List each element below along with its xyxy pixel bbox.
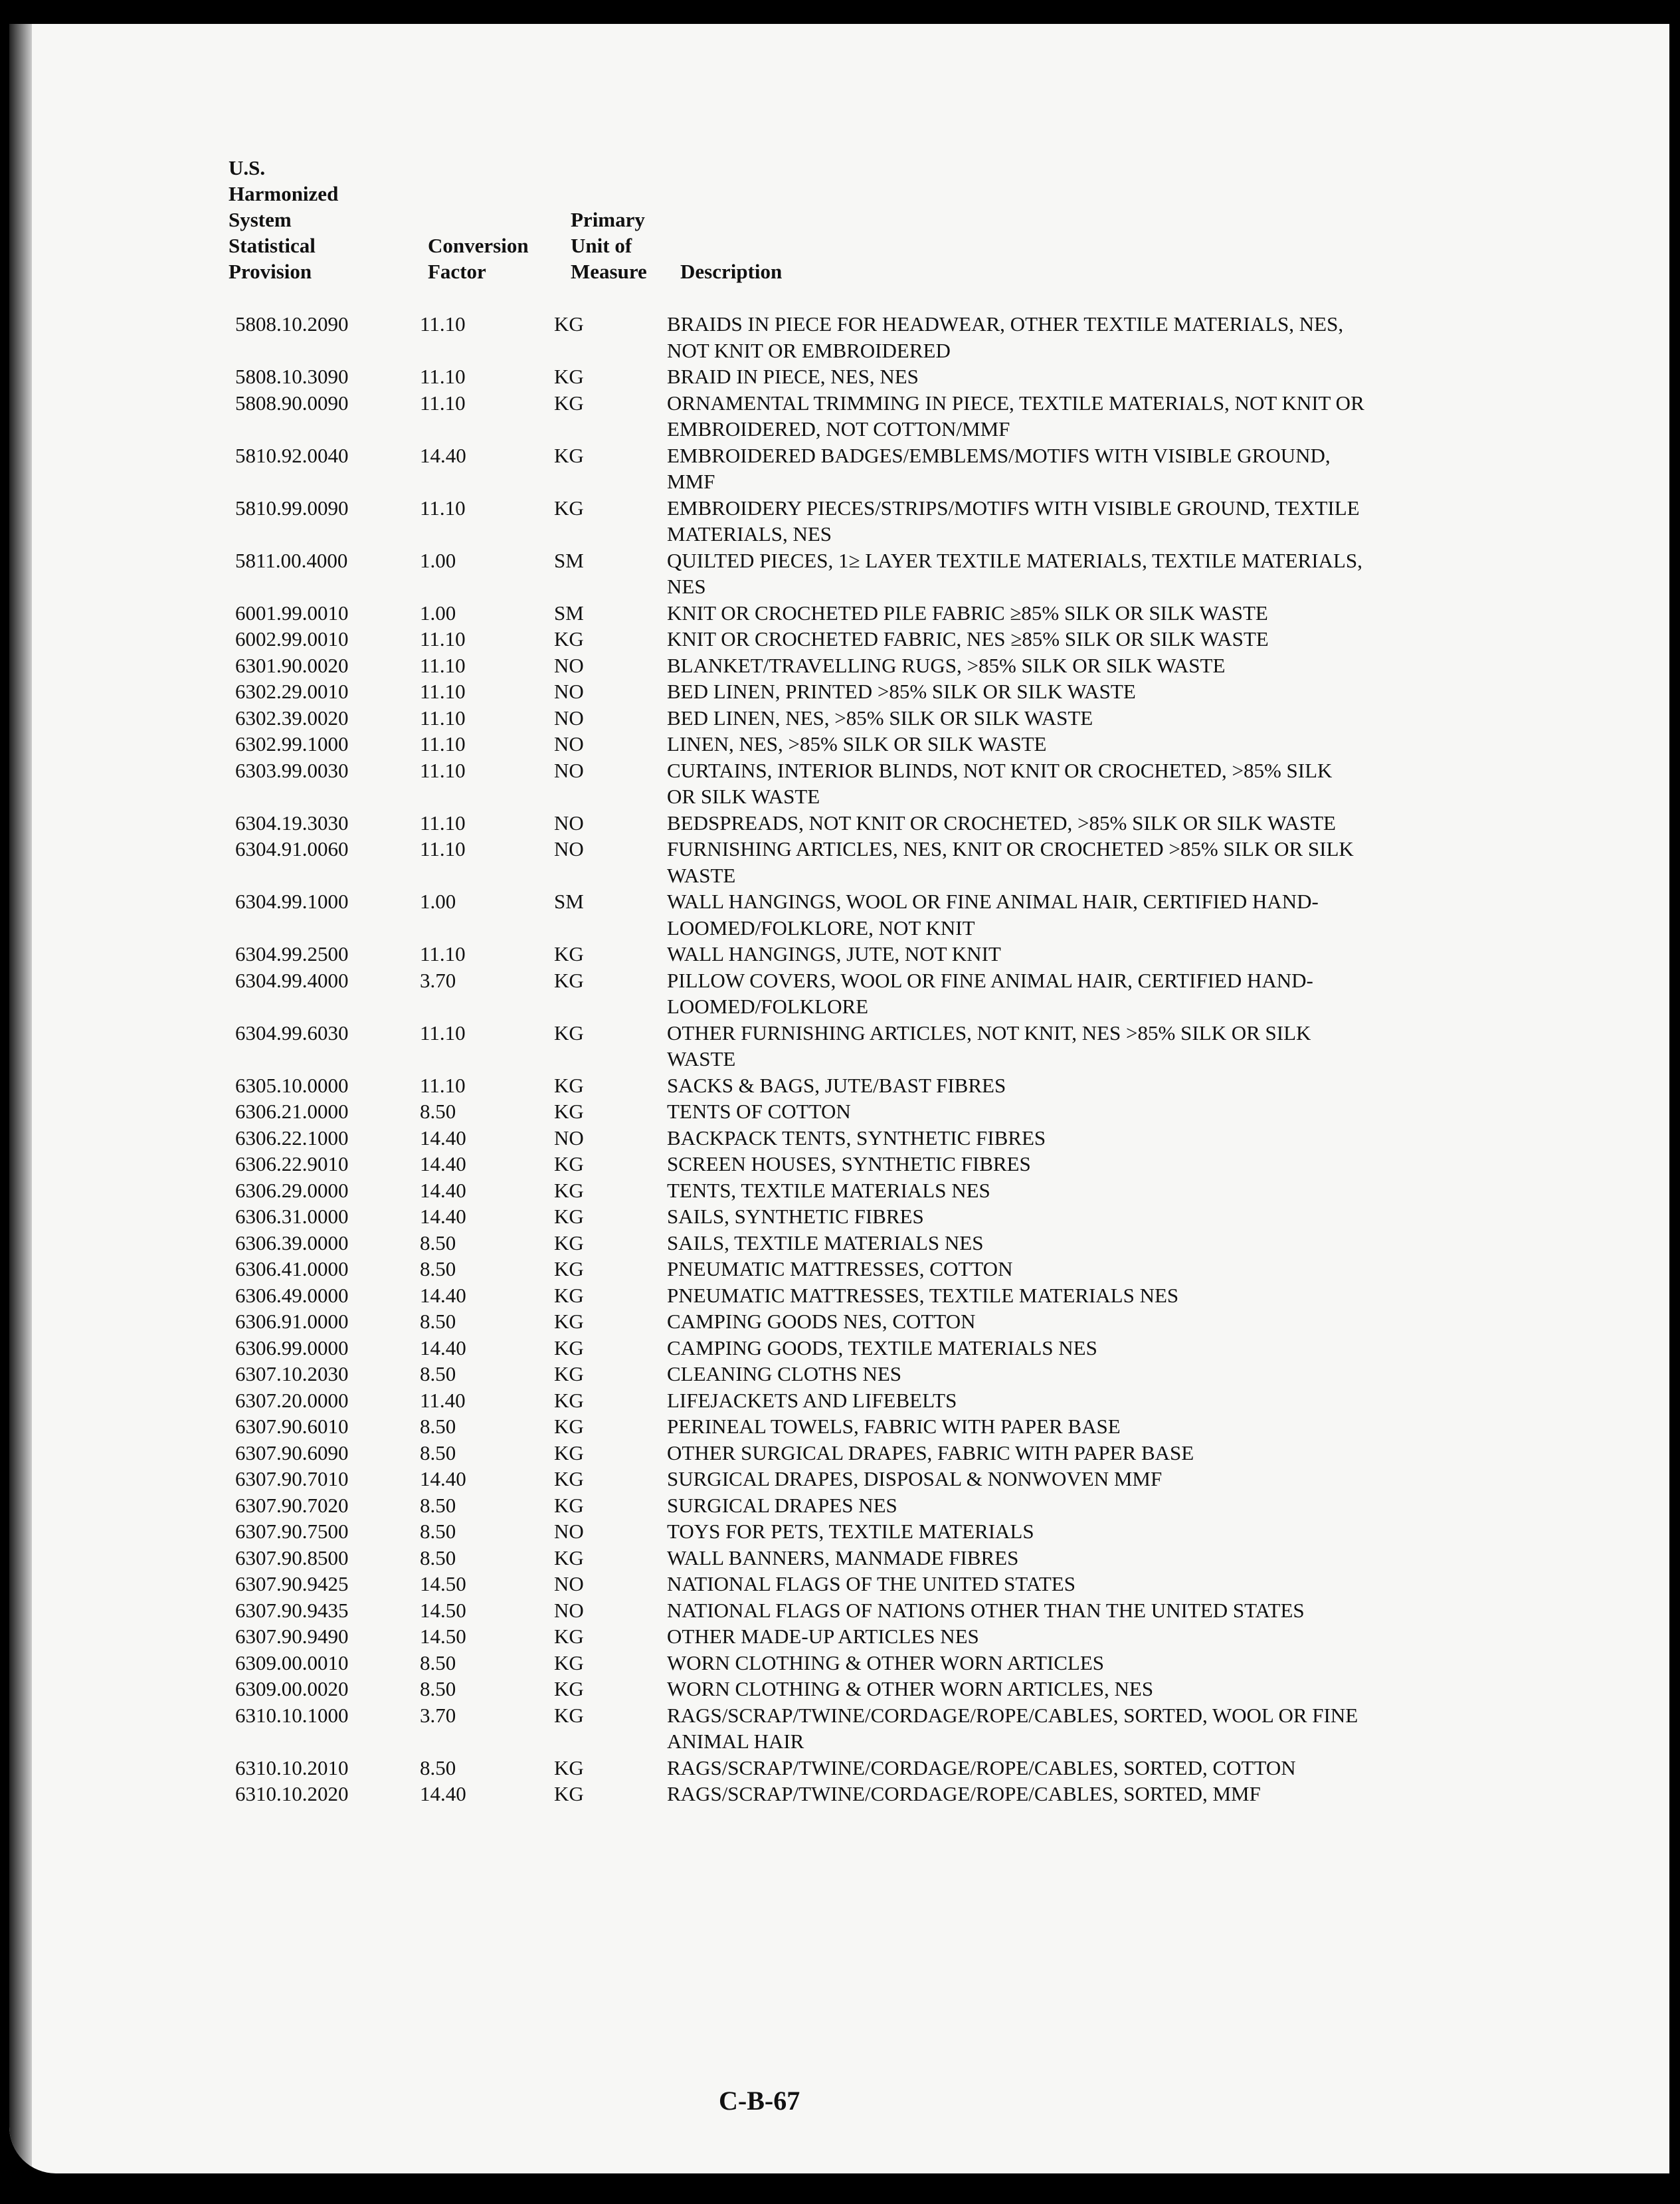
table-row (222, 731, 1364, 757)
table-row (222, 1125, 1364, 1152)
unit-of-measure: KG (554, 1467, 584, 1490)
table-row (222, 652, 1364, 679)
unit-of-measure: KG (554, 1755, 584, 1779)
description: PILLOW COVERS, WOOL OR FINE ANIMAL HAIR, CERTIFIED HAND-LOOMED/FOLKLORE (667, 968, 1313, 1018)
provision-code: 6306.49.0000 (235, 1283, 349, 1307)
conversion-factor: 8.50 (420, 1310, 456, 1333)
table-row (222, 1492, 1364, 1519)
conversion-factor: 8.50 (420, 1651, 456, 1674)
conversion-factor: 8.50 (420, 1231, 456, 1254)
unit-of-measure: NO (554, 1572, 584, 1595)
description: QUILTED PIECES, 1≥ LAYER TEXTILE MATERIALS, TEXTILE MATERIALS, NES (667, 548, 1362, 598)
unit-of-measure: KG (554, 312, 584, 336)
provision-code: 6302.99.1000 (235, 732, 349, 755)
table-row (222, 1571, 1364, 1597)
provision-code: 6303.99.0030 (235, 758, 349, 782)
provision-code: 6304.91.0060 (235, 837, 349, 860)
provision-code: 6306.41.0000 (235, 1257, 349, 1280)
provision-code: 5808.10.3090 (235, 365, 349, 388)
conversion-factor: 8.50 (420, 1520, 456, 1543)
unit-of-measure: NO (554, 1126, 584, 1150)
description: RAGS/SCRAP/TWINE/CORDAGE/ROPE/CABLES, SORTED, WOOL OR FINE ANIMAL HAIR (667, 1703, 1358, 1753)
provision-code: 6309.00.0020 (235, 1677, 349, 1700)
table-row (222, 705, 1364, 732)
conversion-factor: 11.10 (420, 627, 466, 651)
conversion-factor: 11.10 (420, 391, 466, 415)
scan-edge (9, 24, 32, 2173)
provision-code: 6304.99.2500 (235, 942, 349, 965)
conversion-factor: 3.70 (420, 1703, 456, 1727)
unit-of-measure: KG (554, 1782, 584, 1805)
conversion-factor: 11.10 (420, 1073, 466, 1097)
description: SURGICAL DRAPES NES (667, 1493, 897, 1517)
unit-of-measure: NO (554, 837, 584, 860)
provision-code: 6001.99.0010 (235, 601, 349, 625)
conversion-factor: 11.10 (420, 942, 466, 965)
provision-code: 6302.39.0020 (235, 706, 349, 730)
conversion-factor: 14.40 (420, 1782, 466, 1805)
header-line: Measure (571, 260, 647, 283)
header-line: U.S. (229, 156, 266, 179)
provision-code: 6307.90.8500 (235, 1546, 349, 1569)
provision-code: 6306.91.0000 (235, 1310, 349, 1333)
description: CAMPING GOODS, TEXTILE MATERIALS NES (667, 1336, 1097, 1359)
provision-code: 6306.31.0000 (235, 1205, 349, 1228)
table-row (222, 1177, 1364, 1204)
unit-of-measure: KG (554, 968, 584, 992)
provision-code: 6310.10.2010 (235, 1755, 349, 1779)
unit-of-measure: KG (554, 1493, 584, 1517)
header-provision (229, 155, 338, 284)
conversion-factor: 14.50 (420, 1625, 466, 1648)
description: PNEUMATIC MATTRESSES, TEXTILE MATERIALS NES (667, 1283, 1179, 1307)
table-row (222, 1203, 1364, 1230)
table-row (222, 757, 1364, 810)
unit-of-measure: KG (554, 1546, 584, 1569)
table-row (222, 1755, 1364, 1781)
unit-of-measure: NO (554, 732, 584, 755)
description: CAMPING GOODS NES, COTTON (667, 1310, 976, 1333)
description: BED LINEN, PRINTED >85% SILK OR SILK WASTE (667, 680, 1136, 703)
unit-of-measure: NO (554, 1520, 584, 1543)
unit-of-measure: SM (554, 548, 584, 572)
header-unit-of-measure (571, 207, 647, 284)
conversion-factor: 8.50 (420, 1677, 456, 1700)
conversion-factor: 14.50 (420, 1572, 466, 1595)
conversion-factor: 8.50 (420, 1362, 456, 1385)
description: WALL BANNERS, MANMADE FIBRES (667, 1546, 1019, 1569)
provision-code: 6306.22.1000 (235, 1126, 349, 1150)
description: SAILS, SYNTHETIC FIBRES (667, 1205, 924, 1228)
header-line: System (229, 208, 292, 231)
description: KNIT OR CROCHETED PILE FABRIC ≥85% SILK OR SILK WASTE (667, 601, 1268, 625)
description: SURGICAL DRAPES, DISPOSAL & NONWOVEN MMF (667, 1467, 1163, 1490)
table-row (222, 390, 1364, 443)
unit-of-measure: KG (554, 1703, 584, 1727)
description: NATIONAL FLAGS OF THE UNITED STATES (667, 1572, 1075, 1595)
provision-code: 5811.00.4000 (235, 548, 348, 572)
description: BLANKET/TRAVELLING RUGS, >85% SILK OR SILK WASTE (667, 653, 1226, 677)
conversion-factor: 14.50 (420, 1598, 466, 1622)
provision-code: 5810.92.0040 (235, 443, 349, 467)
conversion-factor: 14.40 (420, 1126, 466, 1150)
conversion-factor: 8.50 (420, 1546, 456, 1569)
unit-of-measure: KG (554, 1336, 584, 1359)
table-row (222, 1098, 1364, 1125)
unit-of-measure: KG (554, 627, 584, 651)
conversion-factor: 14.40 (420, 1336, 466, 1359)
description: BRAID IN PIECE, NES, NES (667, 365, 919, 388)
header-line: Harmonized (229, 182, 339, 205)
conversion-factor: 14.40 (420, 1467, 466, 1490)
provision-code: 6307.90.6090 (235, 1441, 349, 1464)
unit-of-measure: KG (554, 942, 584, 965)
table-row (222, 1597, 1364, 1624)
conversion-factor: 11.40 (420, 1388, 466, 1412)
provision-code: 6306.21.0000 (235, 1100, 349, 1123)
conversion-factor: 14.40 (420, 443, 466, 467)
unit-of-measure: NO (554, 758, 584, 782)
description: BED LINEN, NES, >85% SILK OR SILK WASTE (667, 706, 1093, 730)
unit-of-measure: KG (554, 1651, 584, 1674)
table-row (222, 626, 1364, 652)
conversion-factor: 11.10 (420, 706, 466, 730)
provision-code: 6304.99.4000 (235, 968, 349, 992)
table-row (222, 1020, 1364, 1072)
conversion-factor: 11.10 (420, 1021, 466, 1045)
provision-code: 5808.10.2090 (235, 312, 349, 336)
unit-of-measure: KG (554, 1625, 584, 1648)
description: KNIT OR CROCHETED FABRIC, NES ≥85% SILK OR SILK WASTE (667, 627, 1269, 651)
description: SCREEN HOUSES, SYNTHETIC FIBRES (667, 1152, 1031, 1175)
unit-of-measure: KG (554, 1152, 584, 1175)
description: SAILS, TEXTILE MATERIALS NES (667, 1231, 984, 1254)
table-row (222, 1440, 1364, 1466)
description: LINEN, NES, >85% SILK OR SILK WASTE (667, 732, 1047, 755)
table-row (222, 1335, 1364, 1361)
table-row (222, 810, 1364, 837)
provision-code: 6306.99.0000 (235, 1336, 349, 1359)
description: PERINEAL TOWELS, FABRIC WITH PAPER BASE (667, 1415, 1121, 1438)
provision-code: 6307.90.9435 (235, 1598, 349, 1622)
table-row (222, 495, 1364, 548)
header-description (680, 258, 782, 284)
document-page (9, 24, 1669, 2173)
unit-of-measure: KG (554, 1205, 584, 1228)
provision-code: 6304.99.6030 (235, 1021, 349, 1045)
description: RAGS/SCRAP/TWINE/CORDAGE/ROPE/CABLES, SORTED, MMF (667, 1782, 1261, 1805)
table-row (222, 1545, 1364, 1571)
provision-code: 6306.22.9010 (235, 1152, 349, 1175)
header-line: Provision (229, 260, 312, 283)
description: EMBROIDERY PIECES/STRIPS/MOTIFS WITH VISIBLE GROUND, TEXTILE MATERIALS, NES (667, 496, 1360, 546)
conversion-factor: 11.10 (420, 312, 466, 336)
description: RAGS/SCRAP/TWINE/CORDAGE/ROPE/CABLES, SORTED, COTTON (667, 1755, 1296, 1779)
description: CURTAINS, INTERIOR BLINDS, NOT KNIT OR CROCHETED, >85% SILK OR SILK WASTE (667, 758, 1333, 808)
description: BEDSPREADS, NOT KNIT OR CROCHETED, >85% SILK OR SILK WASTE (667, 811, 1336, 835)
provision-code: 6302.29.0010 (235, 680, 349, 703)
description: TENTS, TEXTILE MATERIALS NES (667, 1178, 990, 1202)
description: BRAIDS IN PIECE FOR HEADWEAR, OTHER TEXTILE MATERIALS, NES, NOT KNIT OR EMBROIDERED (667, 312, 1344, 362)
conversion-factor: 14.40 (420, 1152, 466, 1175)
table-row (222, 311, 1364, 363)
header-line: Description (680, 260, 783, 283)
description: WORN CLOTHING & OTHER WORN ARTICLES (667, 1651, 1105, 1674)
table-row (222, 678, 1364, 705)
table-row (222, 1623, 1364, 1650)
table-row (222, 1650, 1364, 1676)
unit-of-measure: KG (554, 1283, 584, 1307)
conversion-factor: 3.70 (420, 968, 456, 992)
header-line: Primary (571, 208, 645, 231)
description: OTHER MADE-UP ARTICLES NES (667, 1625, 979, 1648)
table-row (222, 1387, 1364, 1414)
header-line: Conversion (428, 234, 529, 257)
description: WALL HANGINGS, WOOL OR FINE ANIMAL HAIR, CERTIFIED HAND-LOOMED/FOLKLORE, NOT KNIT (667, 890, 1319, 940)
provision-code: 6307.90.9425 (235, 1572, 349, 1595)
provision-code: 6307.90.7010 (235, 1467, 349, 1490)
unit-of-measure: KG (554, 365, 584, 388)
description: EMBROIDERED BADGES/EMBLEMS/MOTIFS WITH VISIBLE GROUND, MMF (667, 443, 1331, 493)
description: LIFEJACKETS AND LIFEBELTS (667, 1388, 957, 1412)
provision-code: 6002.99.0010 (235, 627, 349, 651)
table-row (222, 1151, 1364, 1177)
table-row (222, 1702, 1364, 1755)
table-header (229, 125, 1358, 284)
unit-of-measure: KG (554, 443, 584, 467)
table-row (222, 363, 1364, 390)
table-row (222, 443, 1364, 495)
provision-code: 6301.90.0020 (235, 653, 349, 677)
provision-code: 6310.10.1000 (235, 1703, 349, 1727)
conversion-factor: 8.50 (420, 1755, 456, 1779)
conversion-factor: 14.40 (420, 1205, 466, 1228)
unit-of-measure: KG (554, 1021, 584, 1045)
table-body (222, 311, 1364, 1807)
conversion-factor: 11.10 (420, 365, 466, 388)
conversion-factor: 8.50 (420, 1100, 456, 1123)
unit-of-measure: KG (554, 496, 584, 520)
unit-of-measure: KG (554, 1362, 584, 1385)
table-row (222, 1466, 1364, 1492)
table-row (222, 941, 1364, 967)
table-row (222, 967, 1364, 1020)
unit-of-measure: KG (554, 1310, 584, 1333)
unit-of-measure: KG (554, 1231, 584, 1254)
provision-code: 6306.39.0000 (235, 1231, 349, 1254)
provision-code: 6310.10.2020 (235, 1782, 349, 1805)
table-row (222, 1781, 1364, 1807)
header-line: Unit of (571, 234, 632, 257)
provision-code: 6307.90.9490 (235, 1625, 349, 1648)
conversion-factor: 8.50 (420, 1441, 456, 1464)
provision-code: 6309.00.0010 (235, 1651, 349, 1674)
unit-of-measure: KG (554, 1257, 584, 1280)
description: TENTS OF COTTON (667, 1100, 851, 1123)
table-row (222, 888, 1364, 941)
description: WORN CLOTHING & OTHER WORN ARTICLES, NES (667, 1677, 1154, 1700)
unit-of-measure: KG (554, 1388, 584, 1412)
table-row (222, 1282, 1364, 1309)
description: OTHER FURNISHING ARTICLES, NOT KNIT, NES >85% SILK OR SILK WASTE (667, 1021, 1311, 1070)
conversion-factor: 14.40 (420, 1178, 466, 1202)
unit-of-measure: KG (554, 1677, 584, 1700)
conversion-factor: 11.10 (420, 496, 466, 520)
description: WALL HANGINGS, JUTE, NOT KNIT (667, 942, 1001, 965)
header-line: Statistical (229, 234, 316, 257)
provision-code: 6307.90.7020 (235, 1493, 349, 1517)
unit-of-measure: NO (554, 653, 584, 677)
conversion-factor: 11.10 (420, 837, 466, 860)
conversion-factor: 11.10 (420, 653, 466, 677)
conversion-factor: 1.00 (420, 601, 456, 625)
table-row (222, 1230, 1364, 1256)
conversion-factor: 1.00 (420, 548, 456, 572)
table-row (222, 836, 1364, 888)
page-number: C-B-67 (719, 2086, 800, 2116)
conversion-factor: 11.10 (420, 811, 466, 835)
provision-code: 5810.99.0090 (235, 496, 349, 520)
unit-of-measure: KG (554, 1441, 584, 1464)
table-row (222, 600, 1364, 627)
description: ORNAMENTAL TRIMMING IN PIECE, TEXTILE MATERIALS, NOT KNIT OR EMBROIDERED, NOT COTTON/MMF (667, 391, 1364, 441)
conversion-factor: 11.10 (420, 732, 466, 755)
table-row (222, 548, 1364, 600)
unit-of-measure: NO (554, 811, 584, 835)
unit-of-measure: KG (554, 391, 584, 415)
provision-code: 6307.90.7500 (235, 1520, 349, 1543)
unit-of-measure: KG (554, 1415, 584, 1438)
header-conversion-factor (428, 233, 529, 284)
table-row (222, 1308, 1364, 1335)
description: TOYS FOR PETS, TEXTILE MATERIALS (667, 1520, 1034, 1543)
description: PNEUMATIC MATTRESSES, COTTON (667, 1257, 1013, 1280)
conversion-factor: 8.50 (420, 1257, 456, 1280)
unit-of-measure: KG (554, 1073, 584, 1097)
provision-code: 5808.90.0090 (235, 391, 349, 415)
unit-of-measure: NO (554, 680, 584, 703)
unit-of-measure: KG (554, 1178, 584, 1202)
conversion-factor: 8.50 (420, 1415, 456, 1438)
unit-of-measure: NO (554, 1598, 584, 1622)
provision-code: 6304.19.3030 (235, 811, 349, 835)
conversion-factor: 1.00 (420, 890, 456, 913)
unit-of-measure: SM (554, 890, 584, 913)
table-row (222, 1072, 1364, 1099)
table-row (222, 1256, 1364, 1282)
unit-of-measure: NO (554, 706, 584, 730)
conversion-factor: 14.40 (420, 1283, 466, 1307)
table-row (222, 1518, 1364, 1545)
table-row (222, 1361, 1364, 1387)
description: SACKS & BAGS, JUTE/BAST FIBRES (667, 1073, 1006, 1097)
provision-code: 6307.90.6010 (235, 1415, 349, 1438)
conversion-factor: 11.10 (420, 680, 466, 703)
unit-of-measure: SM (554, 601, 584, 625)
provision-code: 6304.99.1000 (235, 890, 349, 913)
provision-code: 6305.10.0000 (235, 1073, 349, 1097)
description: BACKPACK TENTS, SYNTHETIC FIBRES (667, 1126, 1046, 1150)
header-line: Factor (428, 260, 486, 283)
unit-of-measure: KG (554, 1100, 584, 1123)
table-row (222, 1413, 1364, 1440)
description: OTHER SURGICAL DRAPES, FABRIC WITH PAPER BASE (667, 1441, 1194, 1464)
table-row (222, 1676, 1364, 1702)
description: NATIONAL FLAGS OF NATIONS OTHER THAN THE UNITED STATES (667, 1598, 1305, 1622)
conversion-factor: 11.10 (420, 758, 466, 782)
conversion-factor: 8.50 (420, 1493, 456, 1517)
provision-code: 6307.20.0000 (235, 1388, 349, 1412)
description: CLEANING CLOTHS NES (667, 1362, 902, 1385)
provision-code: 6307.10.2030 (235, 1362, 349, 1385)
description: FURNISHING ARTICLES, NES, KNIT OR CROCHETED >85% SILK OR SILK WASTE (667, 837, 1354, 887)
provision-code: 6306.29.0000 (235, 1178, 349, 1202)
